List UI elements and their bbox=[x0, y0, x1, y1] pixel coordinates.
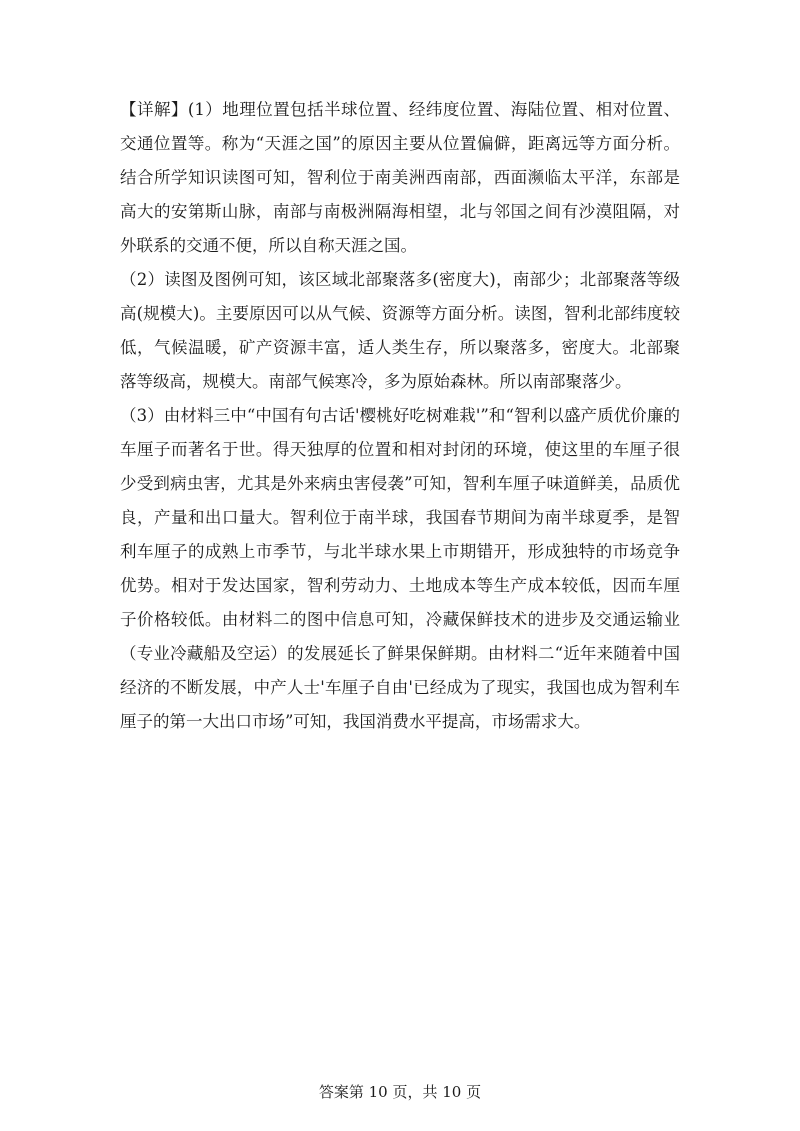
answer-explanation bbox=[120, 93, 680, 739]
paragraph-part-2: （2）读图及图例可知，该区域北部聚落多(密度大)，南部少；北部聚落等级高(规模大)。主要原因可以从气候、资源等方面分析。读图，智利北部纬度较低，气候温暖，矿产资源丰富，适人类生存，所以聚落多，密度大。北部聚落等级高，规模大。南部气候寒冷，多为原始森林。所以南部聚落少。 bbox=[120, 270, 680, 391]
paragraph-part-3: （3）由材料三中“中国有句古话'樱桃好吃树难栽'”和“智利以盛产质优价廉的车厘子而著名于世。得天独厚的位置和相对封闭的环境，使这里的车厘子很少受到病虫害，尤其是外来病虫害侵袭”可知，智利车厘子味道鲜美，品质优良，产量和出口量大。智利位于南半球，我国春节期间为南半球夏季，是智利车厘子的成熟上市季节，与北半球水果上市期错开，形成独特的市场竞争优势。相对于发达国家，智利劳动力、土地成本等生产成本较低，因而车厘子价格较低。由材料二的图中信息可知，冷藏保鲜技术的进步及交通运输业（专业冷藏船及空运）的发展延长了鲜果保鲜期。由材料二“近年来随着中国经济的不断发展，中产人士'车厘子自由'已经成为了现实，我国也成为智利车厘子的第一大出口市场”可知，我国消费水平提高，市场需求大。 bbox=[120, 406, 680, 731]
paragraph-part-1: 【详解】(1）地理位置包括半球位置、经纬度位置、海陆位置、相对位置、交通位置等。称为“天涯之国”的原因主要从位置偏僻，距离远等方面分析。结合所学知识读图可知，智利位于南美洲西南部，西面濒临太平洋，东部是高大的安第斯山脉，南部与南极洲隔海相望，北与邻国之间有沙漠阻隔，对外联系的交通不便，所以自称天涯之国。 bbox=[120, 100, 680, 255]
page-footer: 答案第 10 页，共 10 页 bbox=[318, 1083, 482, 1101]
